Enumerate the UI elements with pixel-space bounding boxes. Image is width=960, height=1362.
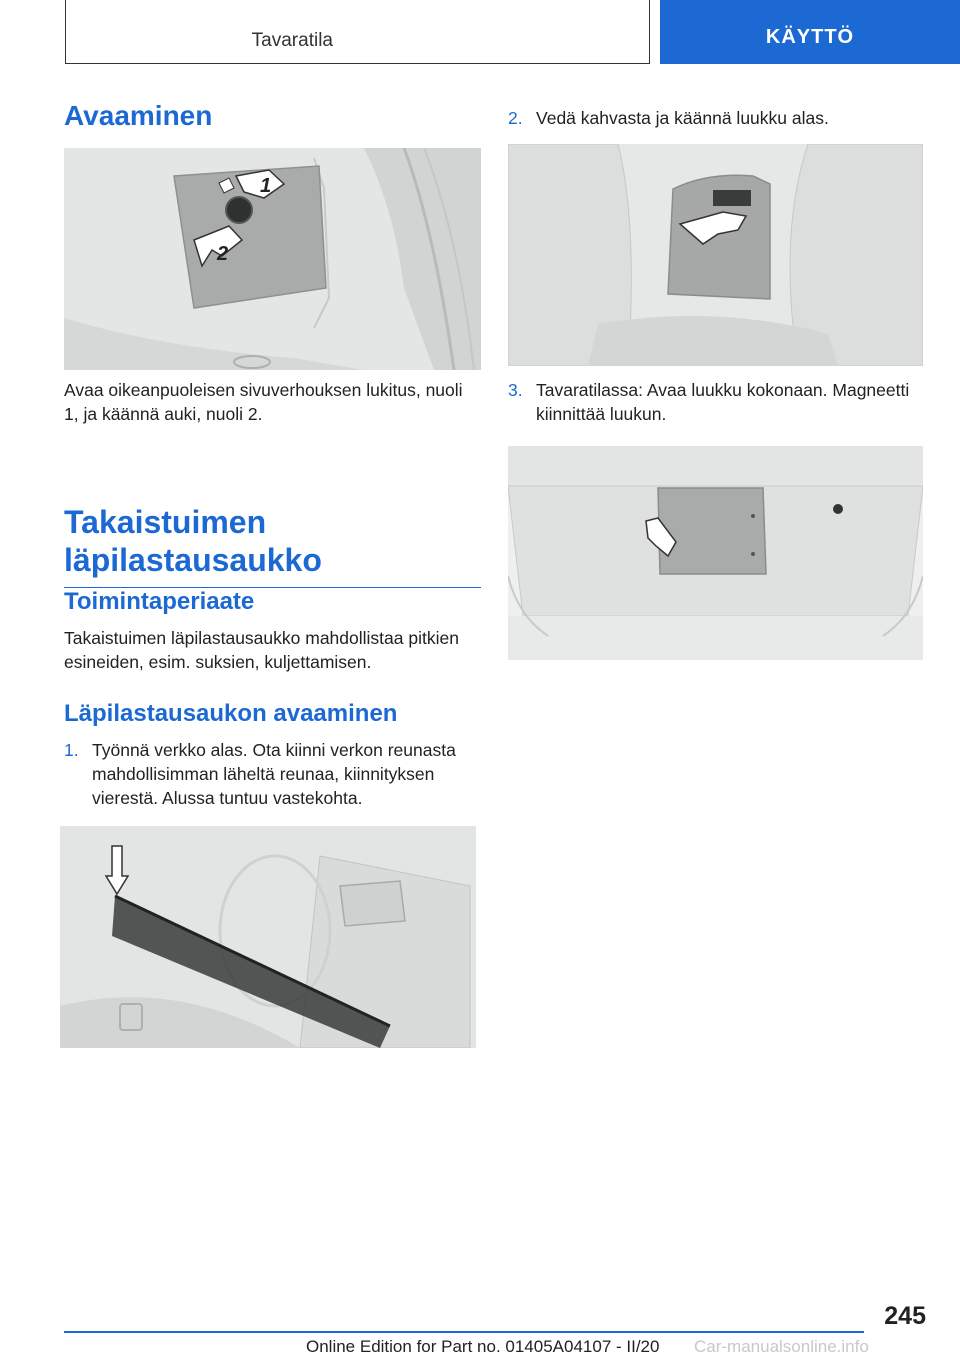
heading-principle: Toimintaperiaate — [64, 588, 255, 615]
figure-trunk-hatch — [508, 446, 923, 660]
step-2 — [508, 106, 918, 130]
step-1-text: Työnnä verkko alas. Ota kiinni verkon reunasta mahdollisimman läheltä reunaa, kiinnityksen vierestä. Alussa tuntuu vastekohta. — [92, 740, 456, 808]
paragraph-unlock-panel: Avaa oikeanpuoleisen sivuverhouksen lukitus, nuoli 1, ja käännä auki, nuoli 2. — [64, 380, 463, 424]
right-column — [508, 0, 923, 1300]
callout-1: 1 — [260, 175, 272, 197]
section-heading-avaaminen: Avaaminen — [64, 100, 213, 131]
figure-trunk-net — [60, 826, 476, 1048]
callout-2: 2 — [217, 243, 229, 265]
trunk-net-illustration — [60, 826, 476, 1048]
step-3-number: 3. — [508, 380, 523, 400]
footer-watermark: Car-manualsonline.info — [694, 1337, 869, 1356]
paragraph-principle: Takaistuimen läpilastausaukko mahdollistaa pitkien esineiden, esim. suksien, kuljettamisen. — [64, 628, 459, 672]
step-1 — [64, 738, 474, 810]
footer-divider — [64, 1331, 864, 1333]
step-2-number: 2. — [508, 108, 523, 128]
header-section-title: Tavaratila — [251, 30, 333, 51]
header-chapter-tab: KÄYTTÖ — [660, 0, 960, 64]
step-1-number: 1. — [64, 740, 79, 760]
step-3 — [508, 378, 918, 426]
seat-hatch-illustration — [508, 144, 923, 366]
footer-edition-text: Online Edition for Part no. 01405A04107 - II/20 — [306, 1337, 660, 1356]
left-column — [64, 0, 481, 1300]
page-number: 245 — [884, 1302, 926, 1330]
step-2-text: Vedä kahvasta ja käännä luukku alas. — [536, 108, 829, 128]
trunk-hatch-illustration — [508, 446, 923, 660]
heading-opening: Läpilastausaukon avaaminen — [64, 700, 398, 727]
page-title: Takaistuimen läpilastausaukko — [64, 503, 481, 588]
side-panel-illustration — [64, 148, 481, 370]
step-3-text: Tavaratilassa: Avaa luukku kokonaan. Magneetti kiinnittää luukun. — [536, 380, 910, 424]
figure-side-panel — [64, 148, 481, 370]
footer-edition — [306, 1337, 659, 1357]
figure-seat-hatch — [508, 144, 923, 366]
